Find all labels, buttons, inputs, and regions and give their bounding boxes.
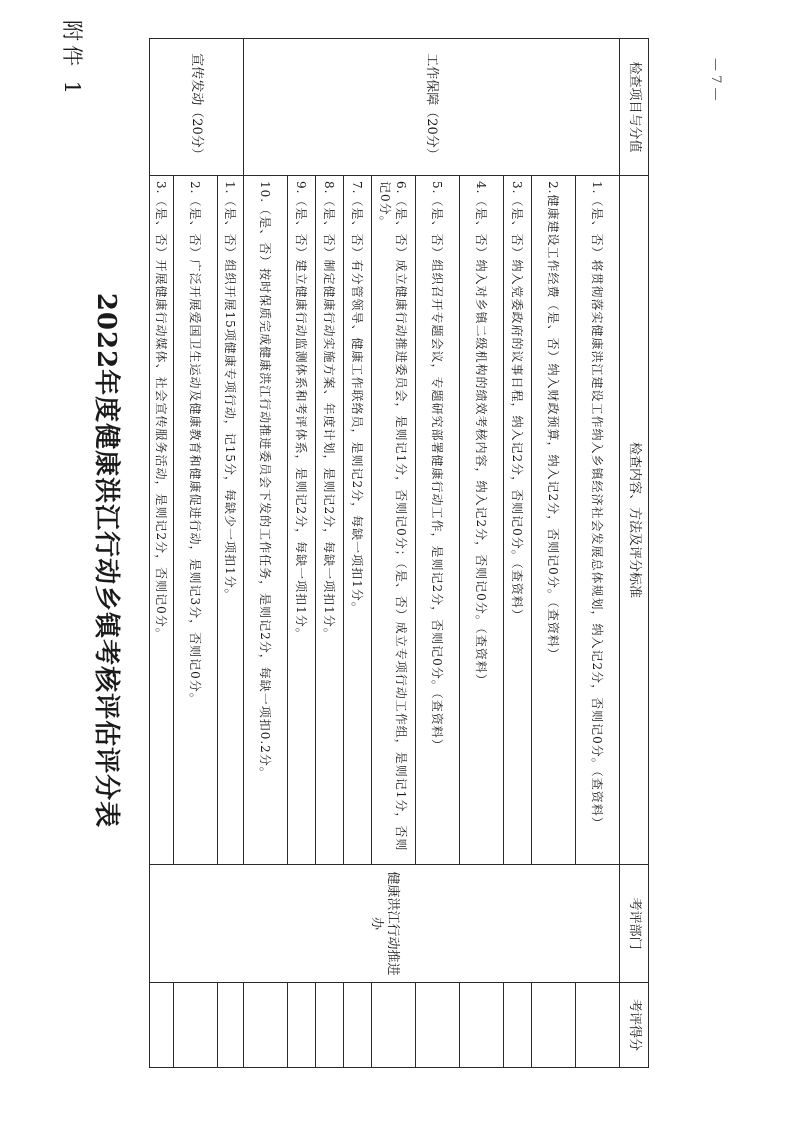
criteria-cell: 3.（是、否）开展健康行动媒体、社会宣传服务活动，是则记2分，否则记0分。 [150, 176, 174, 865]
score-cell [288, 983, 316, 1068]
page-title: 2022年度健康洪江行动乡镇考核评估评分表 [91, 292, 121, 829]
criteria-cell: 8.（是、否）制定健康行动实施方案、年度计划，是则记2分，每缺一项扣1分。 [316, 176, 344, 865]
criteria-cell: 2.健康建设工作经费（是、否）纳入财政预算，纳入记2分，否则记0分。（查资料） [532, 176, 576, 865]
criteria-cell: 5.（是、否）组织召开专题会议，专题研究部署健康行动工作，是则记2分，否则记0分。（查资料） [416, 176, 460, 865]
score-cell [174, 983, 218, 1068]
category-cell: 宣传发动（20分） [150, 39, 244, 176]
table-row [576, 39, 620, 1068]
criteria-cell: 4.（是、否）纳入对乡镇二级机构的绩效考核内容，纳入记2分，否则记0分。（查资料） [460, 176, 504, 865]
criteria-cell: 7.（是、否）有分管领导、健康工作联络员，是则记2分，每缺一项扣1分。 [344, 176, 372, 865]
score-cell [416, 983, 460, 1068]
criteria-cell: 1.（是、否）组织开展15项健康专项行动，记15分，每缺少一项扣1分。 [218, 176, 244, 865]
header-department: 考评部门 [620, 865, 649, 983]
header-row [620, 39, 649, 1068]
department-cell: 健康洪江行动推进办 [150, 865, 620, 983]
score-cell [460, 983, 504, 1068]
criteria-cell: 1.（是、否）将贯彻落实健康洪江建设工作纳入乡镇经济社会发展总体规划，纳入记2分，否则记0分。（查资料） [576, 176, 620, 865]
score-cell [576, 983, 620, 1068]
header-score: 考评得分 [620, 983, 649, 1068]
score-cell [218, 983, 244, 1068]
page-number: — 7 — [708, 58, 723, 101]
header-item: 检查项目与分值 [620, 39, 649, 176]
annex-label: 附件 1 [60, 20, 84, 99]
score-cell [532, 983, 576, 1068]
category-cell: 工作保障（20分） [244, 39, 620, 176]
score-cell [504, 983, 532, 1068]
criteria-cell: 3.（是、否）纳入党委政府的议事日程，纳入记2分，否则记0分。（查资料） [504, 176, 532, 865]
criteria-cell: 2.（是、否）广泛开展爱国卫生运动及健康教育和健康促进行动，是则记3分，否则记0分。 [174, 176, 218, 865]
score-cell [316, 983, 344, 1068]
criteria-cell: 6.（是、否）成立健康行动推进委员会，是则记1分，否则记0分；（是、否）成立专项行动工作组，是则记1分，否则记0分。 [372, 176, 416, 865]
score-cell [244, 983, 288, 1068]
score-cell [150, 983, 174, 1068]
scoring-table [149, 38, 649, 1068]
score-cell [372, 983, 416, 1068]
criteria-cell: 9.（是、否）建立健康行动监测体系和考评体系，是则记2分，每缺一项扣1分。 [288, 176, 316, 865]
score-cell [344, 983, 372, 1068]
header-criteria: 检查内容、方法及评分标准 [620, 176, 649, 865]
criteria-cell: 10.（是、否）按时保质完成健康洪江行动推进委员会下发的工作任务，是则记2分，每缺一项扣0.2分。 [244, 176, 288, 865]
